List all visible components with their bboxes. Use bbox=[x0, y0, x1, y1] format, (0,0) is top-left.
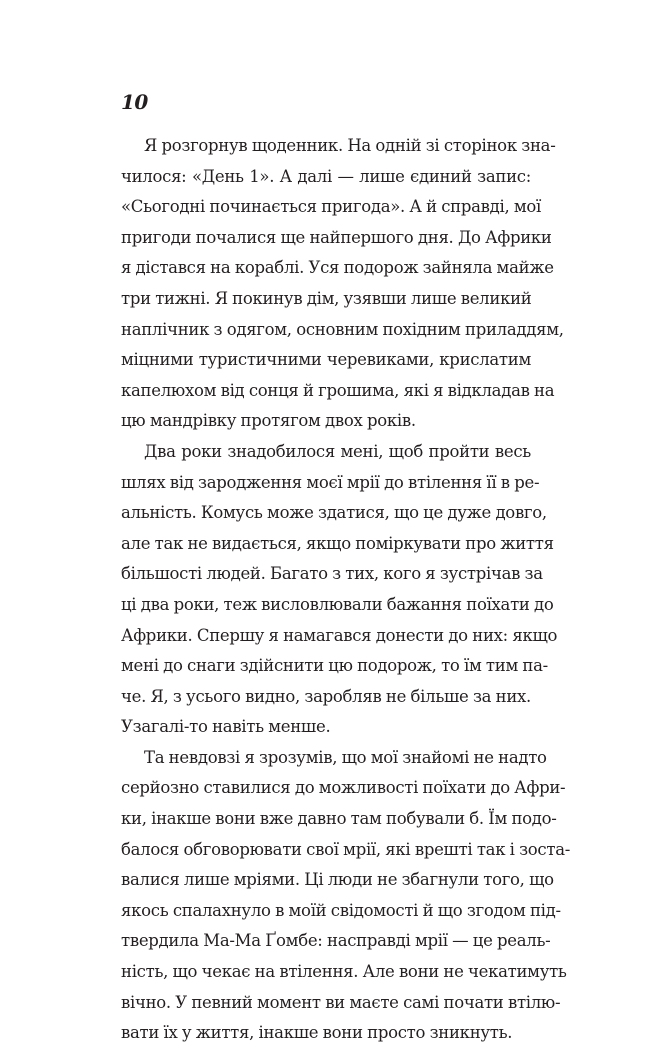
text-line: че. Я, з усього видно, заробляв не більше за них. bbox=[121, 686, 531, 706]
text-line: Два роки знадобилося мені, щоб пройти весь bbox=[144, 441, 531, 461]
text-line: ки, інакше вони вже давно там побували б. Їм подо- bbox=[121, 809, 557, 829]
text-line: вати їх у життя, інакше вони просто зникнуть. bbox=[121, 1023, 513, 1043]
text-line: цю мандрівку протягом двох років. bbox=[121, 411, 416, 431]
text-line: чилося: «День 1». А далі — лише єдиний запис: bbox=[121, 166, 531, 186]
text-line: вічно. У певний момент ви маєте самі почати втілю- bbox=[121, 992, 561, 1012]
text-line: шлях від зародження моєї мрії до втілення її в ре- bbox=[121, 472, 540, 492]
text-line: ність, що чекає на втілення. Але вони не чекатимуть bbox=[121, 962, 567, 982]
text-line: Африки. Спершу я намагався донести до них: якщо bbox=[121, 625, 558, 645]
text-line: але так не видається, якщо поміркувати про життя bbox=[121, 533, 554, 553]
text-line: альність. Комусь може здатися, що це дуже довго, bbox=[121, 503, 547, 523]
text-line: якось спалахнуло в моїй свідомості й що згодом під- bbox=[121, 900, 561, 920]
text-line: більшості людей. Багато з тих, кого я зустрічав за bbox=[121, 564, 543, 584]
text-line: капелюхом від сонця й грошима, які я відкладав на bbox=[121, 380, 555, 400]
body-text bbox=[121, 131, 571, 1049]
page-number: 10 bbox=[121, 90, 148, 114]
text-line: Та невдовзі я зрозумів, що мої знайомі не надто bbox=[144, 747, 547, 767]
text-line: Узагалі-то навіть менше. bbox=[121, 717, 331, 737]
text-line: валися лише мріями. Ці люди не збагнули того, що bbox=[121, 870, 554, 890]
text-line: балося обговорювати свої мрії, які врешті так і зоста- bbox=[121, 839, 571, 859]
paragraph-1 bbox=[121, 131, 564, 437]
paragraph-2 bbox=[121, 437, 558, 743]
text-line: ці два роки, теж висловлювали бажання поїхати до bbox=[121, 594, 554, 614]
text-line: наплічник з одягом, основним похідним приладдям, bbox=[121, 319, 564, 339]
text-line: я дістався на кораблі. Уся подорож зайняла майже bbox=[121, 258, 554, 278]
text-line: три тижні. Я покинув дім, узявши лише великий bbox=[121, 288, 532, 308]
text-line: Я розгорнув щоденник. На одній зі сторінок зна- bbox=[144, 136, 556, 155]
text-line: серйозно ставилися до можливості поїхати до Афри- bbox=[121, 778, 566, 798]
paragraph-3 bbox=[121, 743, 571, 1049]
text-line: «Сьогодні починається пригода». А й справді, мої bbox=[121, 197, 542, 217]
text-line: твердила Ма-Ма Ґомбе: насправді мрії — це реаль- bbox=[121, 931, 551, 951]
text-line: міцними туристичними черевиками, крислатим bbox=[121, 350, 531, 370]
text-line: мені до снаги здійснити цю подорож, то їм тим па- bbox=[121, 656, 548, 676]
text-line: пригоди почалися ще найпершого дня. До Африки bbox=[121, 227, 552, 247]
